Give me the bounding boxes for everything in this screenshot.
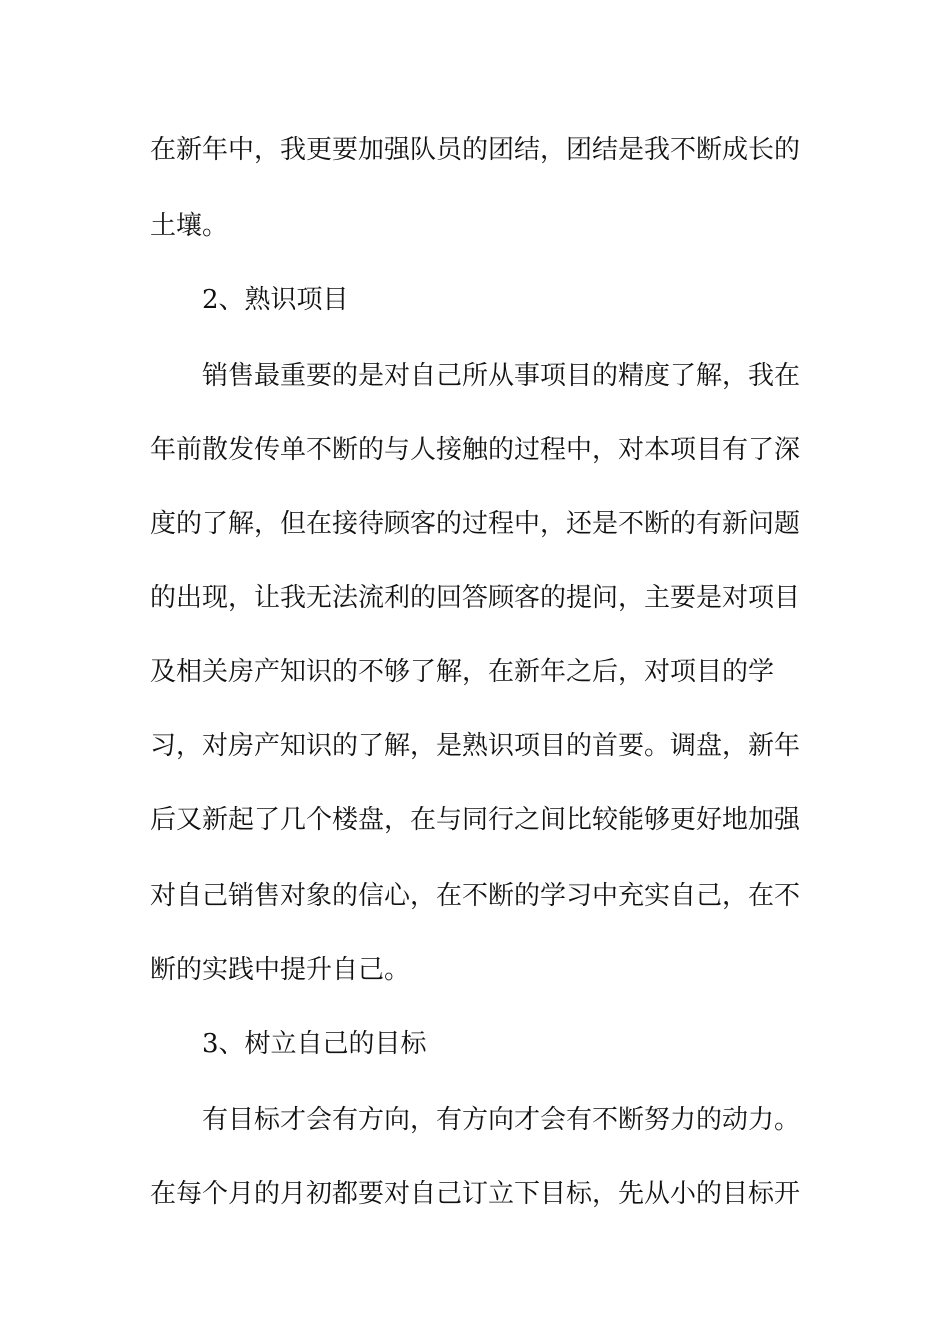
paragraph-line: 度的了解，但在接待顾客的过程中，还是不断的有新问题: [150, 509, 801, 539]
paragraph-line: 及相关房产知识的不够了解，在新年之后，对项目的学: [150, 657, 775, 687]
paragraph-line: 销售最重要的是对自己所从事项目的精度了解，我在: [202, 361, 801, 391]
paragraph-line: 有目标才会有方向，有方向才会有不断努力的动力。: [202, 1105, 801, 1135]
section-heading: 3、树立自己的目标: [202, 1029, 427, 1059]
paragraph-line: 的出现，让我无法流利的回答顾客的提问，主要是对项目: [150, 583, 801, 613]
paragraph-line: 习，对房产知识的了解，是熟识项目的首要。调盘，新年: [150, 731, 801, 761]
paragraph-line: 后又新起了几个楼盘，在与同行之间比较能够更好地加强: [150, 805, 801, 835]
paragraph-line: 在新年中，我更要加强队员的团结，团结是我不断成长的: [150, 135, 801, 165]
paragraph-line: 对自己销售对象的信心，在不断的学习中充实自己，在不: [150, 881, 801, 911]
paragraph-line: 土壤。: [150, 211, 229, 241]
paragraph-line: 断的实践中提升自己。: [150, 955, 411, 985]
section-heading: 2、熟识项目: [202, 285, 349, 315]
paragraph-line: 在每个月的月初都要对自己订立下目标，先从小的目标开: [150, 1179, 801, 1209]
paragraph-line: 年前散发传单不断的与人接触的过程中，对本项目有了深: [150, 435, 801, 465]
